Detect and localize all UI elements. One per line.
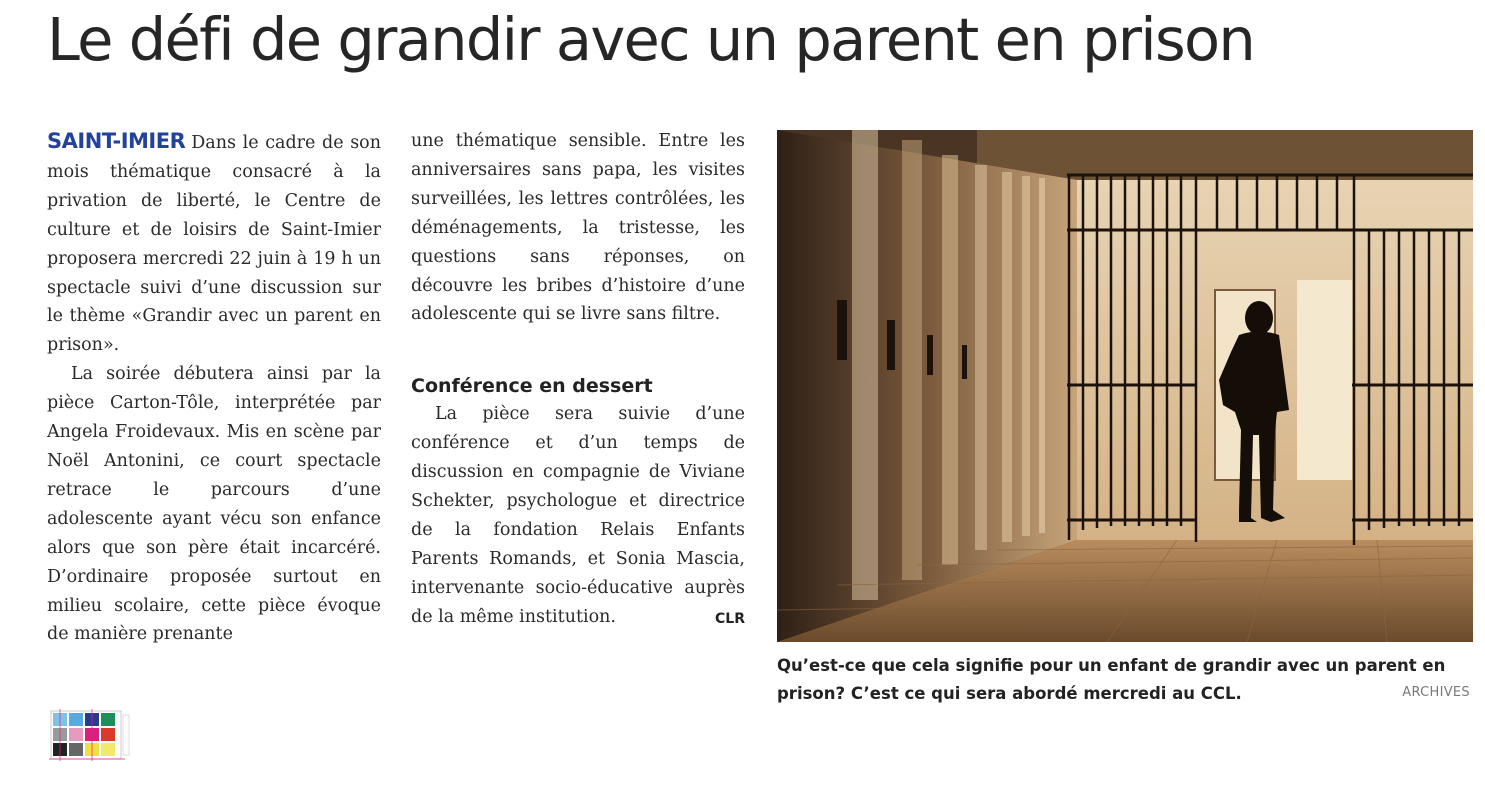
- paragraph-text: Dans le cadre de son mois thématique consacré à la privation de liberté, le Centre de culture et de loisirs de Saint-Imier proposera mercredi 22 juin à 19 h un spectacle suivi d’une discussion sur le thème «Grandir avec un parent en prison».: [47, 133, 381, 356]
- article-column-1: [47, 127, 381, 649]
- paragraph: [47, 127, 381, 360]
- photo-credit: ARCHIVES: [1402, 685, 1470, 700]
- article-photo: [777, 130, 1473, 642]
- dateline: SAINT-IMIER: [47, 129, 186, 153]
- paragraph: une thématique sensible. Entre les anniversaires sans papa, les visites surveillées, les lettres contrôlées, les déménagements, la tristesse, les questions sans réponses, on découvre les bribes d’histoire d’une adolescente qui se livre sans filtre.: [411, 131, 745, 325]
- author-signature: CLR: [715, 610, 745, 627]
- article-column-2: [411, 127, 745, 634]
- paragraph: [411, 400, 745, 631]
- print-color-bar-icon: [49, 709, 133, 761]
- prison-corridor-image: [777, 130, 1473, 642]
- photo-caption: Qu’est-ce que cela signifie pour un enfant de grandir avec un parent en prison? C’est ce qui sera abordé mercredi au CCL.: [777, 656, 1446, 703]
- paragraph: La soirée débutera ainsi par la pièce Carton-Tôle, interprétée par Angela Froidevaux. Mis en scène par Noël Antonini, ce court spectacle retrace le parcours d’une adolescente ayant vécu son enfance alors que son père était incarcéré. D’ordinaire proposée surtout en milieu scolaire, cette pièce évoque de manière prenante: [47, 364, 381, 645]
- paragraph-text: La pièce sera suivie d’une conférence et d’un temps de discussion en compagnie de Viviane Schekter, psychologue et directrice de la fondation Relais Enfants Parents Romands, et Sonia Mascia, intervenante socio-éducative auprès de la même institution.: [411, 404, 745, 627]
- subheading: Conférence en dessert: [411, 375, 653, 398]
- headline: Le défi de grandir avec un parent en prison: [47, 5, 1255, 74]
